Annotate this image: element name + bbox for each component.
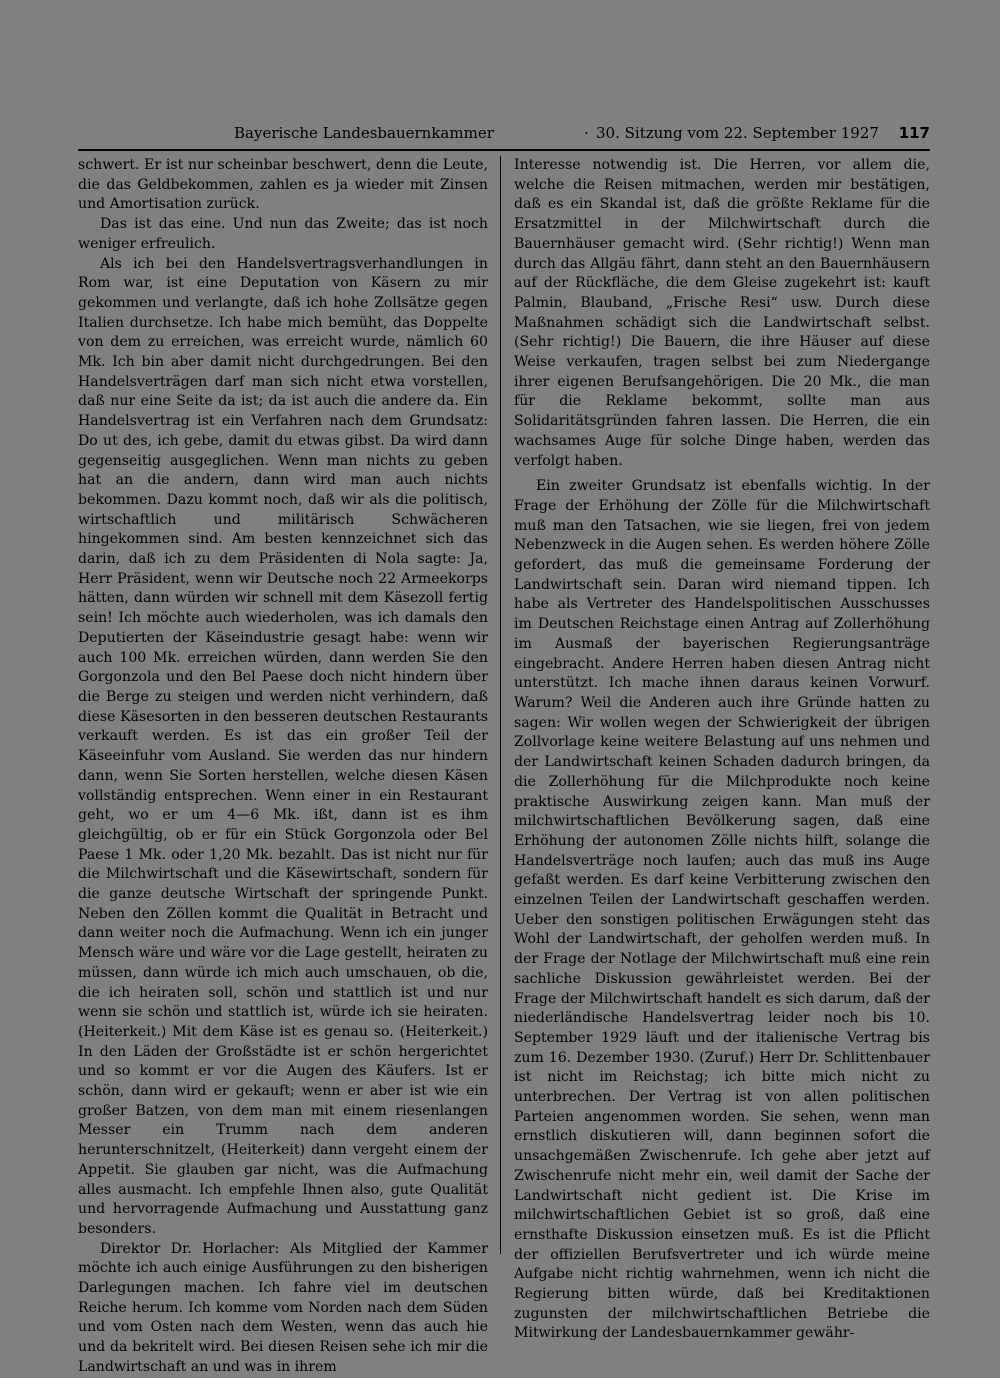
header-separator: · [584, 124, 589, 142]
left-column [78, 156, 488, 1375]
left-paragraph-3: Als ich bei den Handelsvertragsverhandlungen in Rom war, ist eine Deputation von Käsern zu mir gekommen und verlangte, daß ich hohe Zollsätze gegen Italien durchsetze. Ich habe mich bemüht, das Doppelte von dem zu erreichen, was erreicht wurde, nämlich 60 Mk. Ich bin aber damit nicht durchgedrungen. Bei den Handelsverträgen darf man sich nicht etwa vorstellen, daß nur eine Seite da ist; da ist auch die andere da. Ein Handelsvertrag ist ein Verfahren nach dem Grundsatz: Do ut des, ich gebe, damit du etwas gibst. Da wird dann gegenseitig ausgeglichen. Wenn man nichts zu geben hat an die andern, dann wird man auch nichts bekommen. Dazu kommt noch, daß wir als die politisch, wirtschaftlich und militärisch Schwächeren hingekommen sind. Am besten kennzeichnet sich das darin, daß ich zu dem Präsidenten di Nola sagte: Ja, Herr Präsident, wenn wir Deutsche noch 22 Armeekorps hätten, dann würden wir schnell mit dem Käsezoll fertig sein! Ich möchte auch wiederholen, was ich damals den Deputierten der Käseindustrie gesagt habe: wenn wir auch 100 Mk. erreichen würden, dann werden Sie den Gorgonzola und den Bel Paese doch nicht hindern über die Berge zu steigen und werden nicht verhindern, daß diese Käsesorten in den besseren deutschen Restaurants verkauft werden. Es ist das ein großer Teil der Käseeinfuhr vom Ausland. Sie werden das nur hindern dann, wenn Sie Sorten herstellen, welche diesen Käsen vollständig entsprechen. Wenn einer in ein Restaurant geht, wo er um 4—6 Mk. ißt, dann ist es ihm gleichgültig, ob er für ein Stück Gorgonzola oder Bel Paese 1 Mk. oder 1,20 Mk. bezahlt. Das ist nicht nur für die Milchwirtschaft und die Käsewirtschaft, sondern für die ganze deutsche Wirtschaft der springende Punkt. Neben den Zöllen kommt die Qualität in Betracht und dann weiter noch die Aufmachung. Wenn ich ein junger Mensch wäre und wäre vor die Lage gestellt, heiraten zu müssen, dann würde ich mich auch umschauen, ob die, die ich heiraten soll, schön und stattlich ist und nur wenn sie schön und stattlich ist, würde ich sie heiraten. (Heiterkeit.) Mit dem Käse ist es genau so. (Heiterkeit.) In den Läden der Großstädte ist er schön hergerichtet und so kommt er vor die Augen des Käufers. Ist er schön, dann wird er gekauft; wenn er aber ist wie ein großer Batzen, von dem man mit einem riesenlangen Messer ein Trumm nach dem anderen herunterschnitzelt, (Heiterkeit) dann vergeht einem der Appetit. Sie glauben gar nicht, was die Aufmachung alles ausmacht. Ich empfehle Ihnen also, gute Qualität und hervorragende Aufmachung und Ausstattung ganz besonders. [78, 255, 488, 1237]
right-paragraph-1: Interesse notwendig ist. Die Herren, vor allem die, welche die Reisen mitmachen, werden mir bestätigen, daß es ein Skandal ist, daß die größte Reklame für die Ersatzmittel in der Milchwirtschaft durch die Bauernhäuser gemacht wird. (Sehr richtig!) Wenn man durch das Allgäu fährt, dann steht an den Bauernhäusern auf der Rückfläche, die dem Gleise zugekehrt ist: kauft Palmin, Blauband, „Frische Resi“ usw. Durch diese Maßnahmen schädigt sich die Landwirtschaft selbst. (Sehr richtig!) Die Bauern, die ihre Häuser auf diese Weise verkaufen, tragen selbst bei zum Niedergange ihrer eigenen Berufsangehörigen. Die 20 Mk., die man für die Reklame bekommt, sollte man aus Solidaritätsgründen fahren lassen. Die Herren, die ein wachsames Auge für solche Dinge haben, werden das verfolgt haben. [514, 157, 930, 469]
column-divider [500, 156, 501, 1254]
publication-title: Bayerische Landesbauernkammer [234, 124, 494, 142]
left-paragraph-4: Direktor Dr. Horlacher: Als Mitglied der Kammer möchte ich auch einige Ausführungen zu den bisherigen Darlegungen machen. Ich fahre viel im deutschen Reiche herum. Ich komme vom Norden nach dem Süden und vom Osten nach dem Westen, wenn das auch hie und da bekritelt wird. Bei diesen Reisen sehe ich mir die Landwirtschaft an und was in ihrem [78, 1240, 488, 1375]
left-paragraph-2: Das ist das eine. Und nun das Zweite; das ist noch weniger erfreulich. [78, 216, 488, 252]
right-column [514, 156, 930, 1342]
session-title: 30. Sitzung vom 22. September 1927 [596, 124, 879, 142]
header-rule [78, 149, 930, 151]
running-header [78, 124, 930, 148]
page-number: 117 [898, 124, 930, 142]
left-paragraph-1: schwert. Er ist nur scheinbar beschwert, denn die Leute, die das Geldbekommen, zahlen es ja wieder mit Zinsen und Amortisation zurück. [78, 157, 488, 213]
right-paragraph-2: Ein zweiter Grundsatz ist ebenfalls wichtig. In der Frage der Erhöhung der Zölle für die Milchwirtschaft muß man den Tatsachen, wie sie liegen, frei von jedem Nebenzweck in die Augen sehen. Es werden höhere Zölle gefordert, das muß die gemeinsame Forderung der Landwirtschaft sein. Daran wird niemand tippen. Ich habe als Vertreter des Handelspolitischen Ausschusses im Deutschen Reichstage einen Antrag auf Zollerhöhung im Ausmaß der bayerischen Regierungsanträge eingebracht. Andere Herren haben diesen Antrag nicht unterstützt. Ich mache ihnen daraus keinen Vorwurf. Warum? Weil die Anderen auch ihre Gründe hatten zu sagen: Wir wollen wegen der Schwierigkeit der übrigen Zollvorlage keine weitere Belastung auf uns nehmen und der Landwirtschaft keinen Schaden dadurch bringen, da die Zollerhöhung für die Milchprodukte noch keine praktische Auswirkung zeigen kann. Man muß der milchwirtschaftlichen Bevölkerung sagen, daß eine Erhöhung der autonomen Zölle nichts hilft, solange die Handelsverträge noch laufen; auch das muß ins Auge gefaßt werden. Es darf keine Verbitterung zwischen den einzelnen Teilen der Landwirtschaft geschaffen werden. Ueber den sonstigen politischen Erwägungen steht das Wohl der Landwirtschaft, der geholfen werden muß. In der Frage der Notlage der Milchwirtschaft muß eine rein sachliche Diskussion gewährleistet werden. Bei der Frage der Milchwirtschaft handelt es sich darum, daß der niederländische Handelsvertrag leider noch bis 10. September 1929 läuft und der italienische Vertrag bis zum 16. Dezember 1930. (Zuruf.) Herr Dr. Schlittenbauer ist nicht im Reichstag; ich bitte mich nicht zu unterbrechen. Der Vertrag ist von allen politischen Parteien angenommen worden. Sie sehen, wenn man ernstlich diskutieren will, dann beginnen sofort die unsachgemäßen Zwischenrufe. Ich gehe aber jetzt auf Zwischenrufe nicht mehr ein, weil damit der Sache der Landwirtschaft nicht gedient ist. Die Krise im milchwirtschaftlichen Gebiet ist so groß, daß eine ernsthafte Diskussion einsetzen muß. Es ist die Pflicht der offiziellen Berufsvertreter und ich würde meine Aufgabe nicht richtig wahrnehmen, wenn ich nicht die Regierung bitten würde, daß bei Kreditaktionen zugunsten der milchwirtschaftlichen Betriebe die Mitwirkung der Landesbauernkammer gewähr- [514, 478, 930, 1342]
